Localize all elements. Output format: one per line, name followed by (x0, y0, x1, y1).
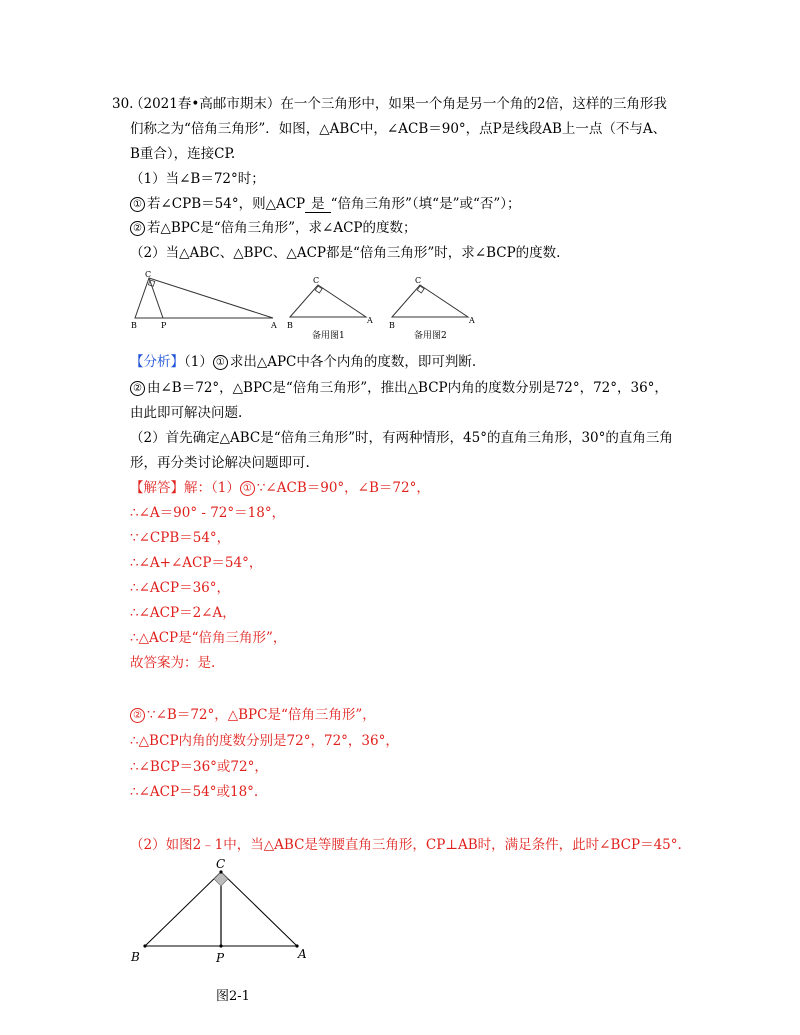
solution-line-4: ∴∠A+∠ACP＝54°， (130, 555, 263, 571)
circled-number-1: ① (130, 197, 145, 212)
segment-cp (149, 278, 163, 318)
solution-l1-text: ∵∠ACB＝90°，∠B＝72°， (256, 480, 430, 496)
part1-title: （1）当∠B＝72°时； (130, 171, 265, 187)
question-line-2: 们称之为“倍角三角形”．如图，△ABC中，∠ACB＝90°，点P是线段AB上一点（不与A、 (130, 121, 667, 137)
part2-title: （2）当△ABC、△BPC、△ACP都是“倍角三角形”时，求∠BCP的度数. (130, 245, 561, 261)
figure-spare-2 (386, 275, 482, 331)
figure-2-1 (125, 858, 325, 968)
solution-line-11: ∴∠BCP＝36°或72°， (130, 759, 268, 775)
analysis-line-5: 形，再分类讨论解决问题即可. (130, 455, 310, 471)
circled-number-1: ① (213, 355, 228, 370)
spare1-triangle (290, 285, 366, 317)
question-text-1: （2021春•高邮市期末）在一个三角形中，如果一个角是另一个角的2倍，这样的三角形我 (130, 96, 667, 112)
segment-ac (221, 872, 297, 946)
part1-item1-post: “倍角三角形”（填“是”或“否”）； (330, 196, 521, 212)
figure-spare-1 (284, 275, 380, 331)
solution-line-5: ∴∠ACP＝36°， (130, 580, 230, 596)
label-c: C (145, 270, 152, 279)
circled-number-1: ① (240, 481, 255, 496)
caption-spare-2: 备用图2 (414, 331, 447, 341)
label-b: B (131, 321, 137, 330)
solution-l9-text: ∵∠B＝72°，△BPC是“倍角三角形”， (147, 707, 376, 723)
question-line-3: B重合），连接CP. (130, 146, 236, 162)
segment-bc (145, 872, 221, 946)
solution-l1-pre: 解：（1） (184, 480, 240, 496)
solution-line-10: ∴△BCP内角的度数分别是72°，72°，36°， (130, 733, 399, 749)
fig21-label-b: B (131, 950, 140, 964)
caption-spare-1: 备用图1 (312, 331, 345, 341)
analysis-l2-text: 由∠B＝72°，△BPC是“倍角三角形”，推出△BCP内角的度数分别是72°，72°，36°， (147, 380, 668, 396)
solution-line-7: ∴△ACP是“倍角三角形”， (130, 630, 287, 646)
answer-blank: 是 (305, 196, 331, 213)
right-angle-mark-c (214, 872, 228, 886)
label-a: A (271, 321, 277, 330)
spare2-label-b: B (389, 321, 395, 330)
question-line-1 (112, 94, 690, 114)
analysis-line-4: （2）首先确定△ABC是“倍角三角形”时，有两种情形，45°的直角三角形，30°的直角三角 (130, 430, 673, 446)
figure-2-1-caption: 图2-1 (216, 989, 250, 1004)
solution-tag: 【解答】 (130, 480, 184, 496)
solution-line-6: ∴∠ACP＝2∠A， (130, 605, 236, 621)
spare2-triangle (392, 285, 468, 317)
fig21-label-a: A (298, 947, 307, 961)
spare1-label-c: C (313, 276, 320, 285)
solution-line-9 (130, 705, 690, 725)
analysis-line-3: 由此即可解决问题. (130, 405, 243, 421)
analysis-line-1 (130, 352, 690, 372)
part1-item2-text: 若△BPC是“倍角三角形”，求∠ACP的度数； (147, 220, 417, 236)
solution-line-13: （2）如图2﹣1中，当△ABC是等腰直角三角形，CP⊥AB时，满足条件，此时∠BCP＝45°. (130, 837, 682, 853)
circled-number-2: ② (130, 708, 145, 723)
point-b (143, 944, 146, 947)
solution-line-12: ∴∠ACP＝54°或18°. (130, 784, 259, 800)
part1-item1-pre: 若∠CPB＝54°，则△ACP (147, 196, 306, 212)
analysis-l1-pre: （1） (184, 354, 213, 370)
analysis-line-2 (130, 378, 690, 398)
circled-number-2: ② (130, 381, 145, 396)
question-number: 30. (112, 96, 134, 112)
fig21-label-c: C (216, 858, 226, 871)
solution-line-2: ∴∠A＝90° - 72°＝18°， (130, 505, 286, 521)
part1-item1 (130, 194, 690, 214)
analysis-tag: 【分析】 (130, 354, 184, 370)
point-p (219, 944, 222, 947)
part1-item2 (130, 218, 690, 238)
analysis-l1-text: 求出△APC中各个内角的度数，即可判断. (229, 354, 477, 370)
fig21-label-p: P (216, 951, 225, 965)
solution-line-1 (130, 478, 690, 498)
solution-line-3: ∵∠CPB＝54°， (130, 530, 231, 546)
spare1-label-b: B (287, 321, 293, 330)
spare2-label-c: C (415, 276, 422, 285)
figure-main (125, 270, 285, 332)
circled-number-2: ② (130, 221, 145, 236)
solution-line-8: 故答案为：是. (130, 655, 216, 671)
label-p: P (161, 321, 167, 330)
spare2-label-a: A (469, 316, 475, 325)
spare1-label-a: A (367, 316, 373, 325)
